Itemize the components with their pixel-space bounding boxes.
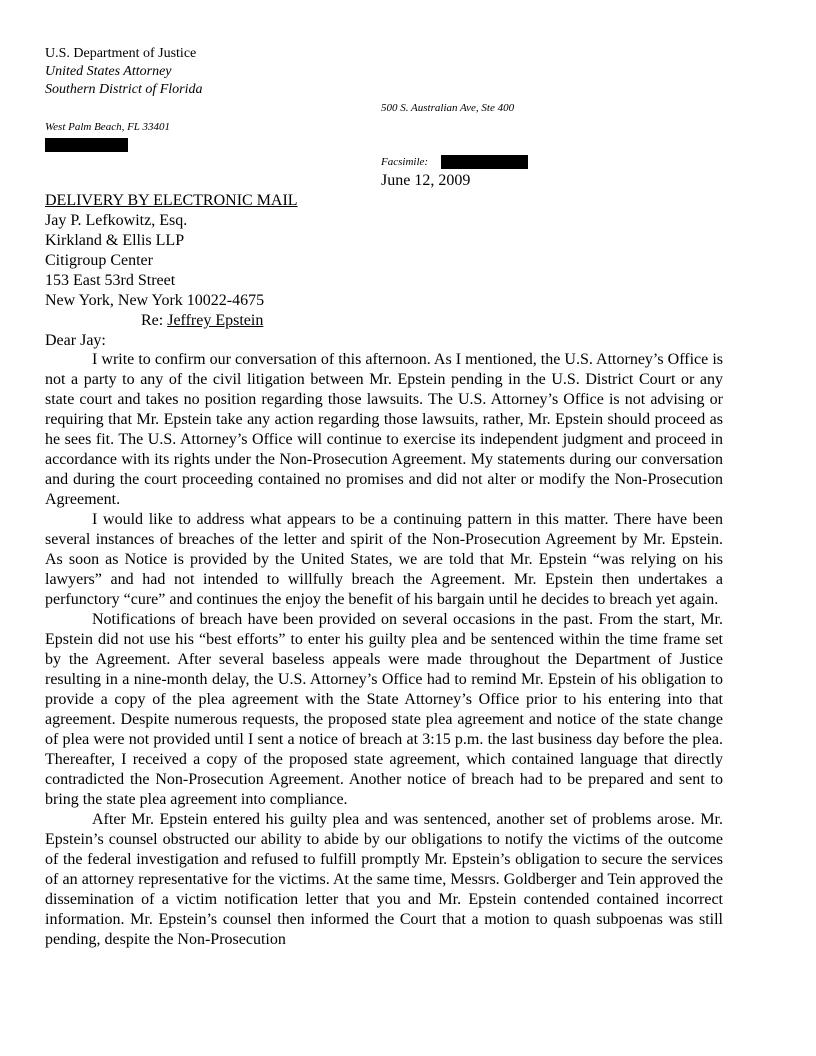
- letter-date: June 12, 2009: [381, 172, 471, 189]
- re-subject: Jeffrey Epstein: [167, 312, 264, 329]
- delivery-method: DELIVERY BY ELECTRONIC MAIL: [45, 192, 298, 209]
- redacted-phone: [45, 138, 128, 152]
- facsimile-label: Facsimile:: [381, 156, 429, 168]
- letterhead-city: West Palm Beach, FL 33401: [45, 121, 170, 133]
- recipient-building: Citigroup Center: [45, 252, 153, 269]
- body-paragraph-2: I would like to address what appears to be a continuing pattern in this matter. There have been several instances of breaches of the letter and spirit of the Non-Prosecution Agreement by Mr. Epstein. As soon as Notice is provided by the United States, we are told that Mr. Epstein “was relying on his lawyers” and had not intended to willfully breach the Agreement. Mr. Epstein then undertakes a perfunctory “cure” and continues the enjoy the benefit of his bargain until he decides to breach yet again.: [45, 511, 723, 608]
- letterhead-office: United States Attorney: [45, 64, 172, 79]
- letter-body: [45, 350, 723, 950]
- letterhead-department: U.S. Department of Justice: [45, 46, 197, 61]
- recipient-firm: Kirkland & Ellis LLP: [45, 232, 185, 249]
- body-paragraph-3: Notifications of breach have been provided on several occasions in the past. From the start, Mr. Epstein did not use his “best efforts” to enter his guilty plea and be sentenced within the time frame set by the Agreement. After several baseless appeals were made throughout the Department of Justice resulting in a nine-month delay, the U.S. Attorney’s Office had to remind Mr. Epstein of his obligation to provide a copy of the plea agreement with the State Attorney’s Office prior to his entering into that agreement. Despite numerous requests, the proposed state plea agreement and notice of the state change of plea were not provided until I sent a notice of breach at 3:15 p.m. the last business day before the plea. Thereafter, I received a copy of the proposed state agreement, which contained language that directly contradicted the Non-Prosecution Agreement. Another notice of breach had to be prepared and sent to bring the state plea agreement into compliance.: [45, 611, 723, 808]
- body-paragraph-4: After Mr. Epstein entered his guilty plea and was sentenced, another set of problems arose. Mr. Epstein’s counsel obstructed our ability to abide by our obligations to notify the victims of the outcome of the federal investigation and refused to fulfill promptly Mr. Epstein’s obligation to secure the services of an attorney representative for the victims. At the same time, Messrs. Goldberger and Tein approved the dissemination of a victim notification letter that you and Mr. Epstein contended contained incorrect information. Mr. Epstein’s counsel then informed the Court that a motion to quash subpoenas was still pending, despite the Non-Prosecution: [45, 811, 723, 948]
- recipient-name: Jay P. Lefkowitz, Esq.: [45, 212, 188, 229]
- letterhead-district: Southern District of Florida: [45, 82, 203, 97]
- recipient-street: 153 East 53rd Street: [45, 272, 176, 289]
- body-paragraph-1: I write to confirm our conversation of this afternoon. As I mentioned, the U.S. Attorney’s Office is not a party to any of the civil litigation between Mr. Epstein pending in the U.S. District Court or any state court and takes no position regarding those lawsuits. The U.S. Attorney’s Office is not advising or requiring that Mr. Epstein take any action regarding those lawsuits, rather, Mr. Epstein should proceed as he sees fit. The U.S. Attorney’s Office will continue to exercise its independent judgment and proceed in accordance with its rights under the Non-Prosecution Agreement. My statements during our conversation and during the court proceeding contained no promises and did not alter or modify the Non-Prosecution Agreement.: [45, 351, 723, 508]
- redacted-facsimile: [441, 155, 528, 169]
- salutation: Dear Jay:: [45, 332, 106, 349]
- re-label: Re:: [141, 312, 168, 329]
- recipient-city: New York, New York 10022-4675: [45, 292, 265, 309]
- re-line: [141, 311, 263, 331]
- letterhead-address: 500 S. Australian Ave, Ste 400: [381, 102, 515, 114]
